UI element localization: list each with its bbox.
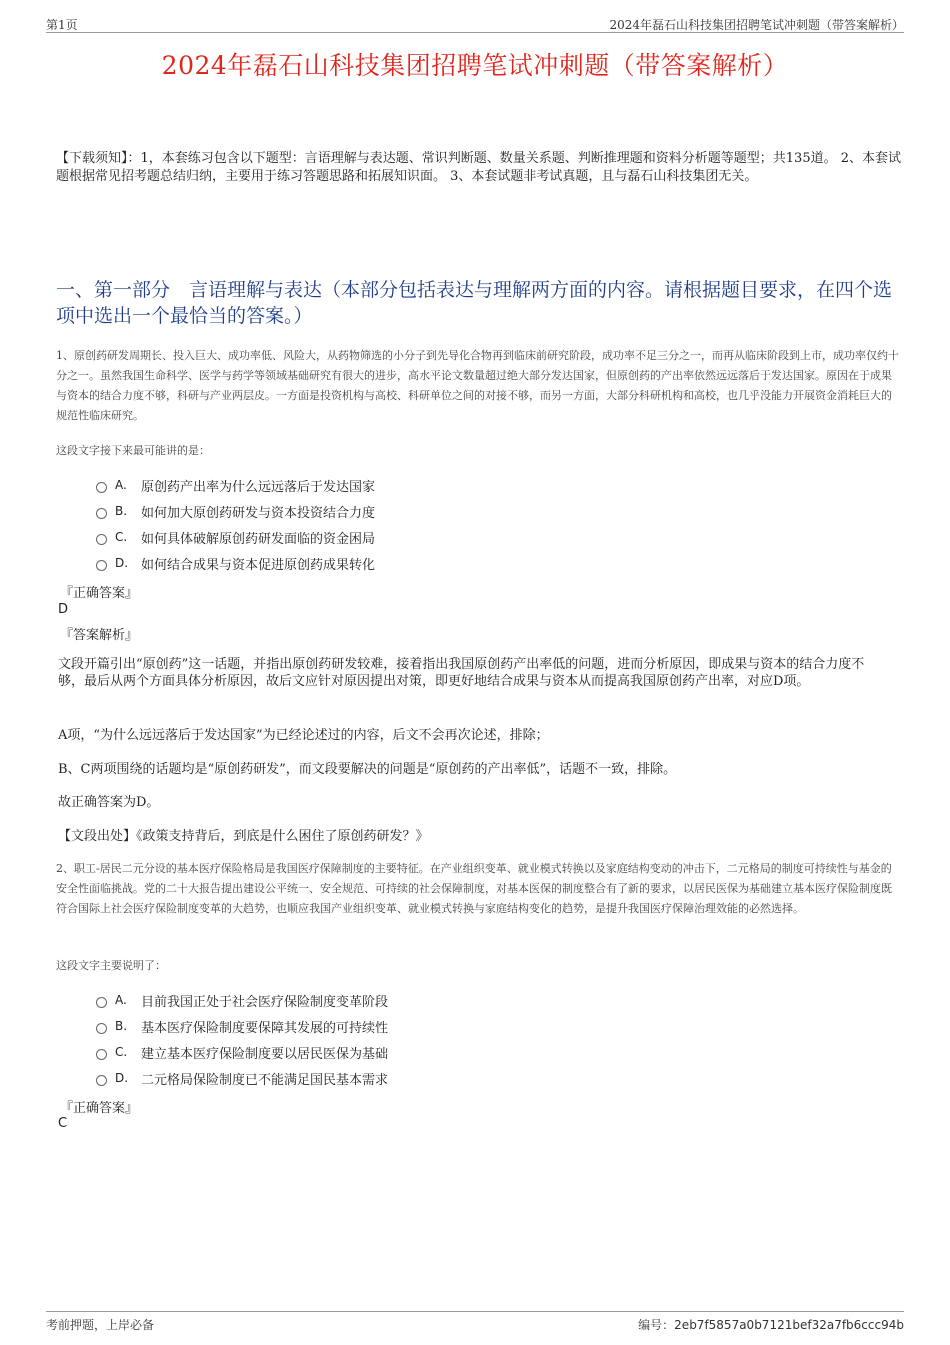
question-2-option-d[interactable]: D. 二元格局保险制度已不能满足国民基本需求 [96,1065,388,1091]
page-header [46,14,904,33]
download-notice: 【下载须知】：1，本套练习包含以下题型：言语理解与表达题、常识判断题、数量关系题、判断推理题和资料分析题等题型；共135道。 2、本套试题根据常见招考题总结归纳，主要用于练习答题思路和拓展知识面。 3、本套试题非考试真题，且与磊石山科技集团无关。 [56,151,901,184]
radio-icon[interactable] [96,508,107,519]
page-title: 2024年磊石山科技集团招聘笔试冲刺题（带答案解析） [161,51,789,80]
question-2-option-c[interactable]: C. 建立基本医疗保险制度要以居民医保为基础 [96,1039,388,1065]
page-footer [46,1311,904,1332]
radio-icon[interactable] [96,534,107,545]
question-2-prompt: 这段文字主要说明了： [56,959,166,972]
question-1-option-d[interactable]: D. 如何结合成果与资本促进原创药成果转化 [96,550,375,576]
question-2-answer: C [58,1116,68,1131]
page-number: 第1页 [46,18,78,32]
question-1-analysis-3: B、C两项围绕的话题均是“原创药研发”，而文段要解决的问题是“原创药的产出率低”，话题不一致，排除。 [58,762,677,777]
question-1-option-b[interactable]: B. 如何加大原创药研发与资本投资结合力度 [96,498,375,524]
section-heading: 一、第一部分 言语理解与表达（本部分包括表达与理解两方面的内容。请根据题目要求，在四个选项中选出一个最恰当的答案。） [56,279,893,327]
question-1-analysis-1: 文段开篇引出“原创药”这一话题，并指出原创药研发较难，接着指出我国原创药产出率低的问题，进而分析原因，即成果与资本的结合力度不够，最后从两个方面具体分析原因，故后文应针对原因提出对策，即更好地结合成果与资本从而提高我国原创药产出率，对应D项。 [58,657,865,689]
question-1-option-a[interactable]: A. 原创药产出率为什么远远落后于发达国家 [96,472,375,498]
question-1-option-c[interactable]: C. 如何具体破解原创药研发面临的资金困局 [96,524,375,550]
question-1-answer-label: 『正确答案』 [60,586,139,601]
question-1-analysis-4: 故正确答案为D。 [58,795,160,810]
footer-slogan: 考前押题，上岸必备 [46,1318,155,1332]
radio-icon[interactable] [96,997,107,1008]
question-1-stem: 1、原创药研发周期长、投入巨大、成功率低、风险大，从药物筛选的小分子到先导化合物再到临床前研究阶段，成功率不足三分之一，而再从临床阶段到上市，成功率仅约十分之一。虽然我国生命科学、医学与药学等领域基础研究有很大的进步，高水平论文数量超过绝大部分发达国家，但原创药的产出率依然远远落后于发达国家。原因在于成果与资本的结合力度不够，科研与产业两层皮。一方面是投资机构与高校、科研单位之间的对接不够，而另一方面，大部分科研机构和高校，也几乎没能力开展资金消耗巨大的规范性临床研究。 [56,349,899,422]
radio-icon[interactable] [96,482,107,493]
radio-icon[interactable] [96,560,107,571]
header-doc-title: 2024年磊石山科技集团招聘笔试冲刺题（带答案解析） [609,18,904,32]
question-1-prompt: 这段文字接下来最可能讲的是： [56,444,210,457]
question-1-options [96,472,375,576]
question-2-stem: 2、职工-居民二元分设的基本医疗保险格局是我国医疗保障制度的主要特征。在产业组织变革、就业模式转换以及家庭结构变动的冲击下，二元格局的制度可持续性与基金的安全性面临挑战。党的二十大报告提出建设公平统一、安全规范、可持续的社会保障制度，对基本医保的制度整合有了新的要求，以居民医保为基础建立基本医疗保险制度既符合国际上社会医疗保险制度变革的大趋势，也顺应我国产业组织变革、就业模式转换与家庭结构变化的趋势，是提升我国医疗保障治理效能的必然选择。 [56,862,892,915]
footer-code: 编号：2eb7f5857a0b7121bef32a7fb6ccc94b [638,1318,904,1332]
question-2-options [96,987,388,1091]
radio-icon[interactable] [96,1075,107,1086]
question-2-option-a[interactable]: A. 目前我国正处于社会医疗保险制度变革阶段 [96,987,388,1013]
question-1-source: 【文段出处】《政策支持背后，到底是什么困住了原创药研发？》 [58,829,429,844]
question-2-option-b[interactable]: B. 基本医疗保险制度要保障其发展的可持续性 [96,1013,388,1039]
radio-icon[interactable] [96,1049,107,1060]
question-1-analysis-2: A项，“为什么远远落后于发达国家”为已经论述过的内容，后文不会再次论述，排除； [58,728,549,743]
question-2-answer-label: 『正确答案』 [60,1101,139,1116]
question-1-answer: D [58,602,69,617]
radio-icon[interactable] [96,1023,107,1034]
question-1-analysis-label: 『答案解析』 [60,628,139,643]
